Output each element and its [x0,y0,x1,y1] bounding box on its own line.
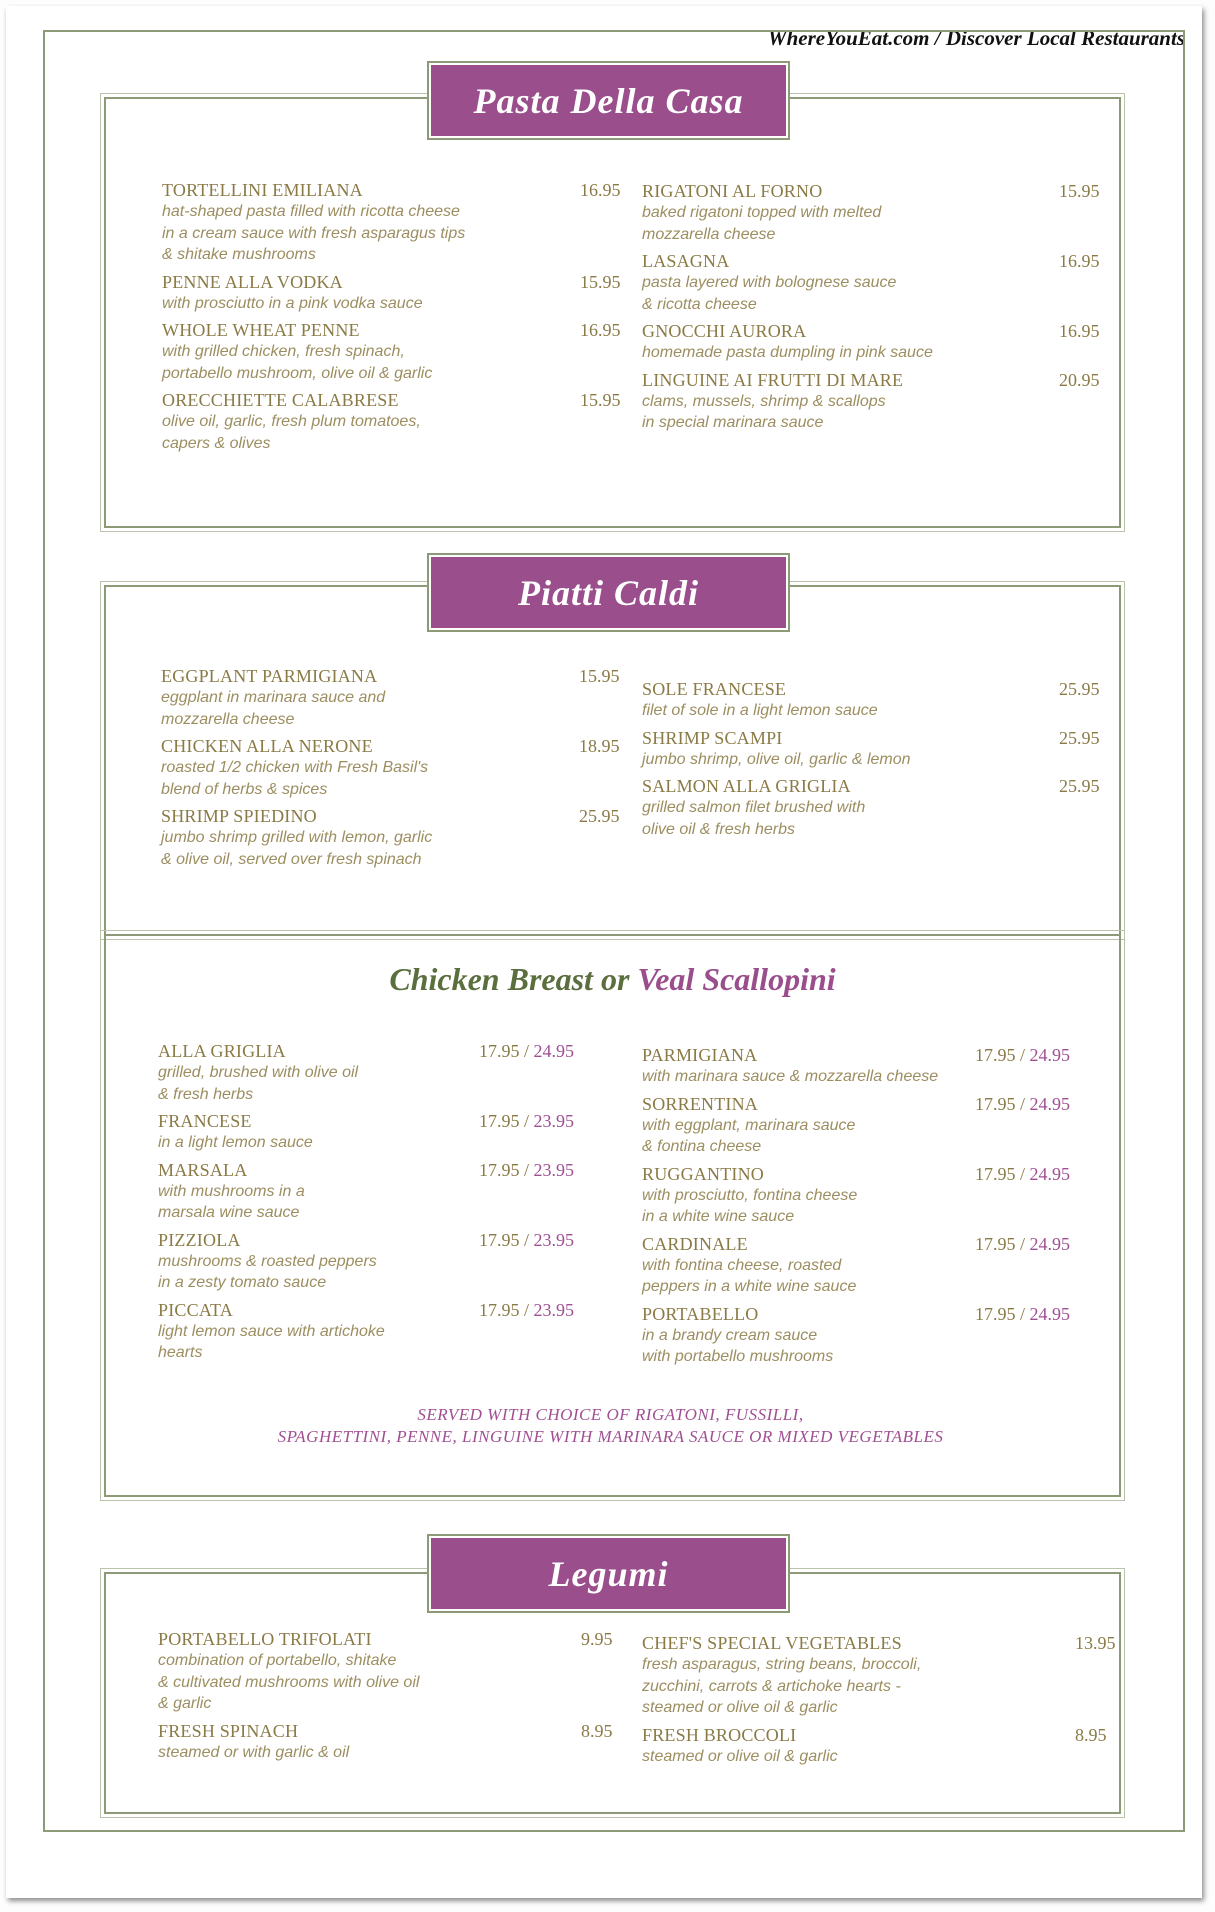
item-description: hearts [158,1344,203,1361]
site-header: WhereYouEat.com / Discover Local Restaurants [767,26,1185,50]
item-description: blend of herbs & spices [161,780,328,798]
menu-item [162,389,621,454]
menu-item [642,775,1100,840]
menu-item [642,678,1100,722]
item-description: & garlic [158,1695,212,1712]
item-description: grilled salmon filet brushed with [642,799,866,816]
item-price [1059,250,1100,272]
item-name: FRANCESE [158,1111,252,1131]
item-price [581,1628,613,1650]
legumi-right-column [642,1632,1116,1772]
menu-item [642,727,1100,771]
price-chicken: 16.95 [1059,321,1100,341]
menu-item [161,665,620,730]
item-name: EGGPLANT PARMIGIANA [161,666,378,686]
item-description: marsala wine sauce [158,1204,300,1221]
price-chicken: 8.95 [1075,1724,1107,1745]
item-description: & olive oil, served over fresh spinach [161,850,422,868]
served-line-2: SPAGHETTINI, PENNE, LINGUINE WITH MARINARA SAUCE OR MIXED VEGETABLES [277,1427,944,1446]
price-veal: 24.95 [1029,1233,1071,1254]
item-price [479,1040,574,1062]
price-chicken: 17.95 / [975,1093,1030,1114]
item-name: LINGUINE AI FRUTTI DI MARE [642,369,904,390]
item-description: & cultivated mushrooms with olive oil [158,1673,420,1691]
item-price [1059,678,1100,700]
item-name: GNOCCHI AURORA [642,321,807,341]
menu-item [158,1628,613,1715]
item-price [1059,727,1100,749]
menu-item [161,735,620,800]
price-chicken: 16.95 [580,320,621,340]
item-price [1059,369,1100,391]
item-name: PARMIGIANA [642,1045,758,1065]
item-price [579,735,620,757]
item-name: RIGATONI AL FORNO [642,181,823,201]
item-description: steamed or olive oil & garlic [642,1747,838,1765]
item-price [1059,775,1100,797]
item-description: zucchini, carrots & artichoke hearts - [642,1677,901,1695]
item-price [975,1093,1070,1115]
price-veal: 24.95 [1029,1163,1071,1184]
price-chicken: 15.95 [580,271,621,292]
pasta-left-column [162,179,621,459]
item-name: SALMON ALLA GRIGLIA [642,776,851,796]
piatti-left-column [161,665,620,875]
item-description: jumbo shrimp grilled with lemon, garlic [161,829,433,846]
price-chicken: 17.95 / [479,1041,534,1061]
item-price [479,1229,574,1251]
item-description: in a zesty tomato sauce [158,1274,327,1291]
item-description: in a cream sauce with fresh asparagus tips [162,224,466,242]
price-chicken: 20.95 [1059,369,1100,390]
item-description: light lemon sauce with artichoke [158,1322,385,1340]
menu-item [642,369,1100,434]
item-price [580,319,621,341]
item-price [479,1299,574,1321]
item-description: mushrooms & roasted peppers [158,1252,377,1270]
price-chicken: 17.95 / [479,1299,534,1320]
item-name: SOLE FRANCESE [642,679,787,699]
item-description: with portabello mushrooms [642,1348,834,1365]
item-description: combination of portabello, shitake [158,1652,397,1669]
item-price [580,389,621,411]
item-price [580,271,621,293]
scallopini-right-column [642,1044,1082,1373]
menu-item [642,250,1100,315]
menu-item [642,1233,1082,1298]
item-description: in special marinara sauce [642,414,824,431]
item-price [975,1044,1070,1066]
price-chicken: 25.95 [579,806,620,826]
price-chicken: 15.95 [579,666,620,686]
piatti-right-column [642,678,1100,845]
price-chicken: 15.95 [1059,181,1100,201]
item-description: homemade pasta dumpling in pink sauce [642,344,933,361]
item-description: pasta layered with bolognese sauce [642,274,897,291]
price-chicken: 16.95 [1059,251,1100,271]
item-price [1059,320,1100,342]
scallopini-title [106,961,1119,998]
legumi-left-column [158,1628,613,1768]
item-name: ALLA GRIGLIA [158,1041,286,1061]
menu-item [642,1632,1116,1719]
item-description: with prosciutto in a pink vodka sauce [162,294,423,312]
menu-item [642,1724,1107,1768]
item-description: & fontina cheese [642,1138,762,1155]
item-price [579,805,620,827]
item-name: MARSALA [158,1159,248,1180]
price-chicken: 13.95 [1075,1633,1116,1653]
item-description: in a brandy cream sauce [642,1326,818,1344]
item-name: SHRIMP SCAMPI [642,727,783,748]
item-name: PIZZIOLA [158,1229,241,1250]
item-name: LASAGNA [642,251,730,271]
item-name: FRESH SPINACH [158,1720,299,1741]
price-chicken: 18.95 [579,736,620,756]
price-chicken: 25.95 [1059,679,1100,699]
menu-item [158,1159,588,1224]
item-name: CHICKEN ALLA NERONE [161,736,373,756]
item-price [1075,1632,1116,1654]
item-price [975,1303,1070,1325]
title-chicken: Chicken Breast or [389,961,638,997]
item-description: mozzarella cheese [642,225,776,243]
served-line-1: SERVED WITH CHOICE OF RIGATONI, FUSSILLI, [417,1405,804,1424]
price-veal: 23.95 [533,1229,575,1250]
item-name: RUGGANTINO [642,1163,764,1184]
menu-item [158,1040,588,1105]
price-veal: 24.95 [1029,1303,1071,1324]
menu-item [642,320,1100,364]
item-name: PORTABELLO TRIFOLATI [158,1629,372,1649]
item-name: WHOLE WHEAT PENNE [162,320,360,340]
item-description: mozzarella cheese [161,710,295,728]
price-chicken: 17.95 / [479,1159,534,1180]
price-chicken: 25.95 [1059,727,1100,748]
menu-item [642,1044,1082,1088]
menu-item [642,1303,1082,1368]
item-price [479,1159,574,1181]
item-price [1075,1724,1107,1746]
item-name: CHEF'S SPECIAL VEGETABLES [642,1633,902,1653]
item-description: capers & olives [162,434,271,452]
title-veal: Veal Scallopini [637,961,836,997]
item-description: with marinara sauce & mozzarella cheese [642,1068,939,1085]
item-description: steamed or with garlic & oil [158,1743,350,1761]
price-chicken: 17.95 / [479,1229,534,1250]
menu-item [162,319,621,384]
item-description: eggplant in marinara sauce and [161,689,386,706]
menu-item [158,1720,613,1764]
item-description: with grilled chicken, fresh spinach, [162,343,405,360]
item-name: PORTABELLO [642,1303,759,1324]
item-price [1059,180,1100,202]
pasta-banner: Pasta Della Casa [429,63,788,138]
item-description: clams, mussels, shrimp & scallops [642,392,886,410]
item-price [479,1110,574,1132]
item-description: olive oil & fresh herbs [642,820,795,838]
menu-item [161,805,620,870]
menu-item [642,1093,1082,1158]
price-chicken: 17.95 / [975,1045,1030,1065]
item-description: steamed or olive oil & garlic [642,1699,838,1716]
item-description: filet of sole in a light lemon sauce [642,702,878,719]
price-chicken: 17.95 / [479,1111,534,1131]
price-chicken: 17.95 / [975,1233,1030,1254]
price-chicken: 17.95 / [975,1163,1030,1184]
item-description: hat-shaped pasta filled with ricotta cheese [162,203,460,220]
item-price [579,665,620,687]
menu-item [162,271,621,315]
item-description: in a white wine sauce [642,1208,795,1225]
item-price [580,179,621,201]
item-description: fresh asparagus, string beans, broccoli, [642,1656,922,1673]
item-price [975,1233,1070,1255]
pasta-right-column [642,180,1100,439]
item-price [581,1720,613,1742]
price-veal: 23.95 [533,1111,575,1131]
menu-item [158,1229,588,1294]
price-chicken: 8.95 [581,1720,613,1741]
price-chicken: 25.95 [1059,776,1100,796]
piatti-banner: Piatti Caldi [429,555,788,630]
menu-item [642,180,1100,245]
menu-item [642,1163,1082,1228]
price-chicken: 9.95 [581,1629,613,1649]
menu-item [162,179,621,266]
item-name: PENNE ALLA VODKA [162,271,343,292]
item-description: & ricotta cheese [642,295,757,313]
item-description: portabello mushroom, olive oil & garlic [162,364,433,382]
scallopini-left-column [158,1040,588,1369]
item-description: olive oil, garlic, fresh plum tomatoes, [162,413,421,430]
legumi-banner: Legumi [429,1536,788,1611]
price-chicken: 17.95 / [975,1303,1030,1324]
item-description: roasted 1/2 chicken with Fresh Basil's [161,759,429,776]
served-with-note [104,1404,1117,1448]
item-description: peppers in a white wine sauce [642,1278,857,1295]
menu-item [158,1299,588,1364]
price-veal: 23.95 [533,1299,575,1320]
item-name: PICCATA [158,1299,233,1320]
item-name: TORTELLINI EMILIANA [162,180,363,200]
item-description: with mushrooms in a [158,1182,305,1200]
price-chicken: 15.95 [580,390,621,410]
item-description: & fresh herbs [158,1085,254,1103]
price-veal: 24.95 [1029,1093,1071,1114]
price-veal: 23.95 [533,1159,575,1180]
item-description: in a light lemon sauce [158,1134,313,1151]
price-veal: 24.95 [533,1041,575,1061]
price-chicken: 16.95 [580,180,621,200]
price-veal: 24.95 [1029,1045,1071,1065]
item-description: grilled, brushed with olive oil [158,1064,359,1081]
item-description: jumbo shrimp, olive oil, garlic & lemon [642,750,911,768]
item-description: with prosciutto, fontina cheese [642,1186,858,1204]
item-description: with eggplant, marinara sauce [642,1116,856,1134]
item-price [975,1163,1070,1185]
item-name: CARDINALE [642,1233,748,1254]
item-name: SORRENTINA [642,1093,759,1114]
item-description: with fontina cheese, roasted [642,1256,842,1274]
item-name: ORECCHIETTE CALABRESE [162,390,399,410]
item-description: & shitake mushrooms [162,246,316,263]
item-name: SHRIMP SPIEDINO [161,806,317,826]
item-description: baked rigatoni topped with melted [642,204,882,221]
item-name: FRESH BROCCOLI [642,1724,797,1745]
menu-item [158,1110,588,1154]
